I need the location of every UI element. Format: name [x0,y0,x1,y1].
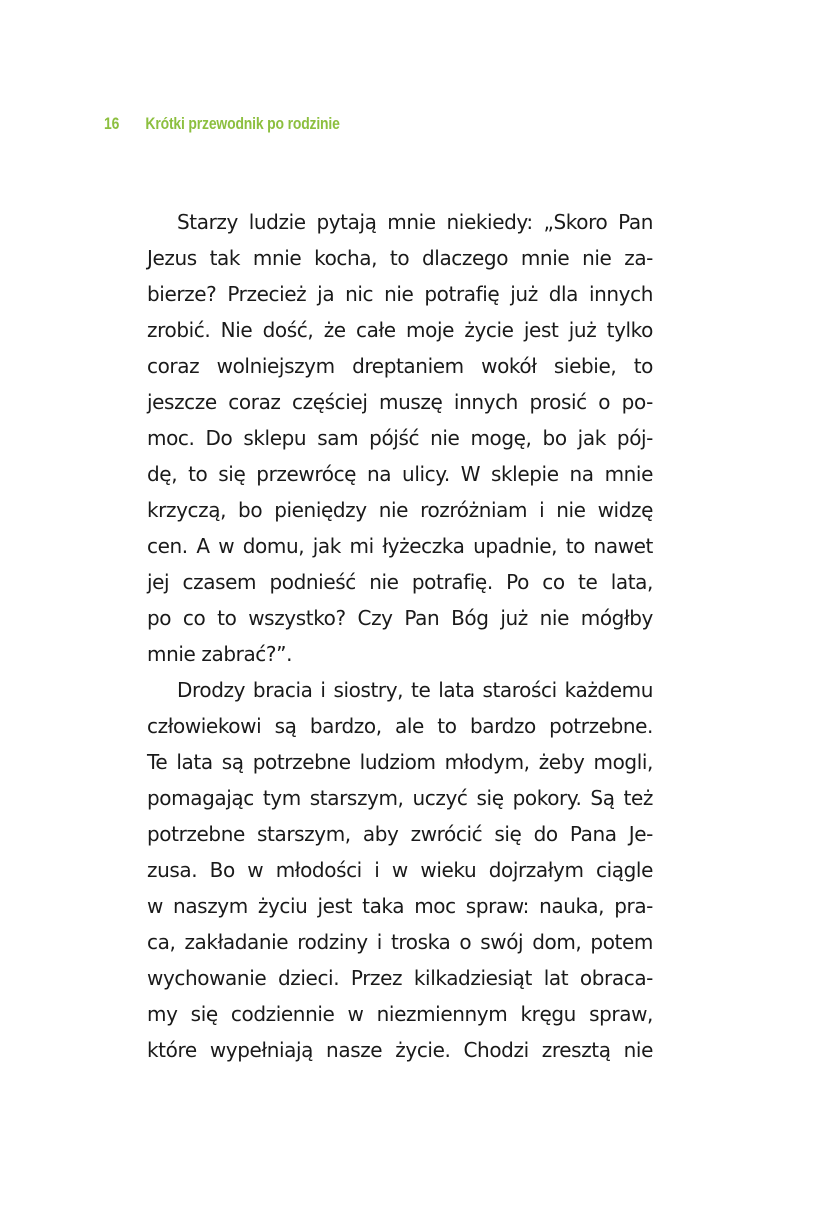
text-line: cen. A w domu, jak mi łyżeczka upadnie, to nawet [147,534,653,558]
text-line: Starzy ludzie pytają mnie niekiedy: „Skoro Pan [177,210,653,234]
text-line: jej czasem podnieść nie potrafię. Po co te lata, [147,570,653,594]
text-line: Drodzy bracia i siostry, te lata starości każdemu [177,678,653,702]
text-line: potrzebne starszym, aby zwrócić się do Pana Je- [147,822,653,846]
text-line: jeszcze coraz częściej muszę innych prosić o po- [147,390,653,414]
text-line: pomagając tym starszym, uczyć się pokory. Są też [147,786,653,810]
text-line: zrobić. Nie dość, że całe moje życie jest już tylko [147,318,653,342]
text-line: krzyczą, bo pieniędzy nie rozróżniam i nie widzę [147,498,653,522]
text-line: bierze? Przecież ja nic nie potrafię już dla innych [147,282,653,306]
text-line: zusa. Bo w młodości i w wieku dojrzałym ciągle [147,858,653,882]
page-number: 16 [104,114,120,133]
text-line: w naszym życiu jest taka moc spraw: nauka, pra- [147,894,653,918]
text-line: po co to wszystko? Czy Pan Bóg już nie mógłby [147,606,653,630]
text-line: człowiekowi są bardzo, ale to bardzo potrzebne. [147,714,653,738]
running-head [104,114,340,138]
text-line: my się codziennie w niezmiennym kręgu spraw, [147,1002,653,1026]
text-line: Te lata są potrzebne ludziom młodym, żeby mogli, [147,750,653,774]
running-title: Krótki przewodnik po rodzinie [145,114,340,133]
text-line: ca, zakładanie rodziny i troska o swój dom, potem [147,930,653,954]
text-line: wychowanie dzieci. Przez kilkadziesiąt lat obraca- [147,966,653,990]
paragraph-1 [147,204,653,672]
text-line: coraz wolniejszym dreptaniem wokół siebie, to [147,354,653,378]
text-line: moc. Do sklepu sam pójść nie mogę, bo jak pój- [147,426,653,450]
text-line: mnie zabrać?”. [147,642,293,666]
text-line: Jezus tak mnie kocha, to dlaczego mnie nie za- [147,246,653,270]
body-text [147,204,653,1068]
paragraph-2 [147,672,653,1068]
text-line: które wypełniają nasze życie. Chodzi zresztą nie [147,1038,653,1062]
text-line: dę, to się przewrócę na ulicy. W sklepie na mnie [147,462,653,486]
